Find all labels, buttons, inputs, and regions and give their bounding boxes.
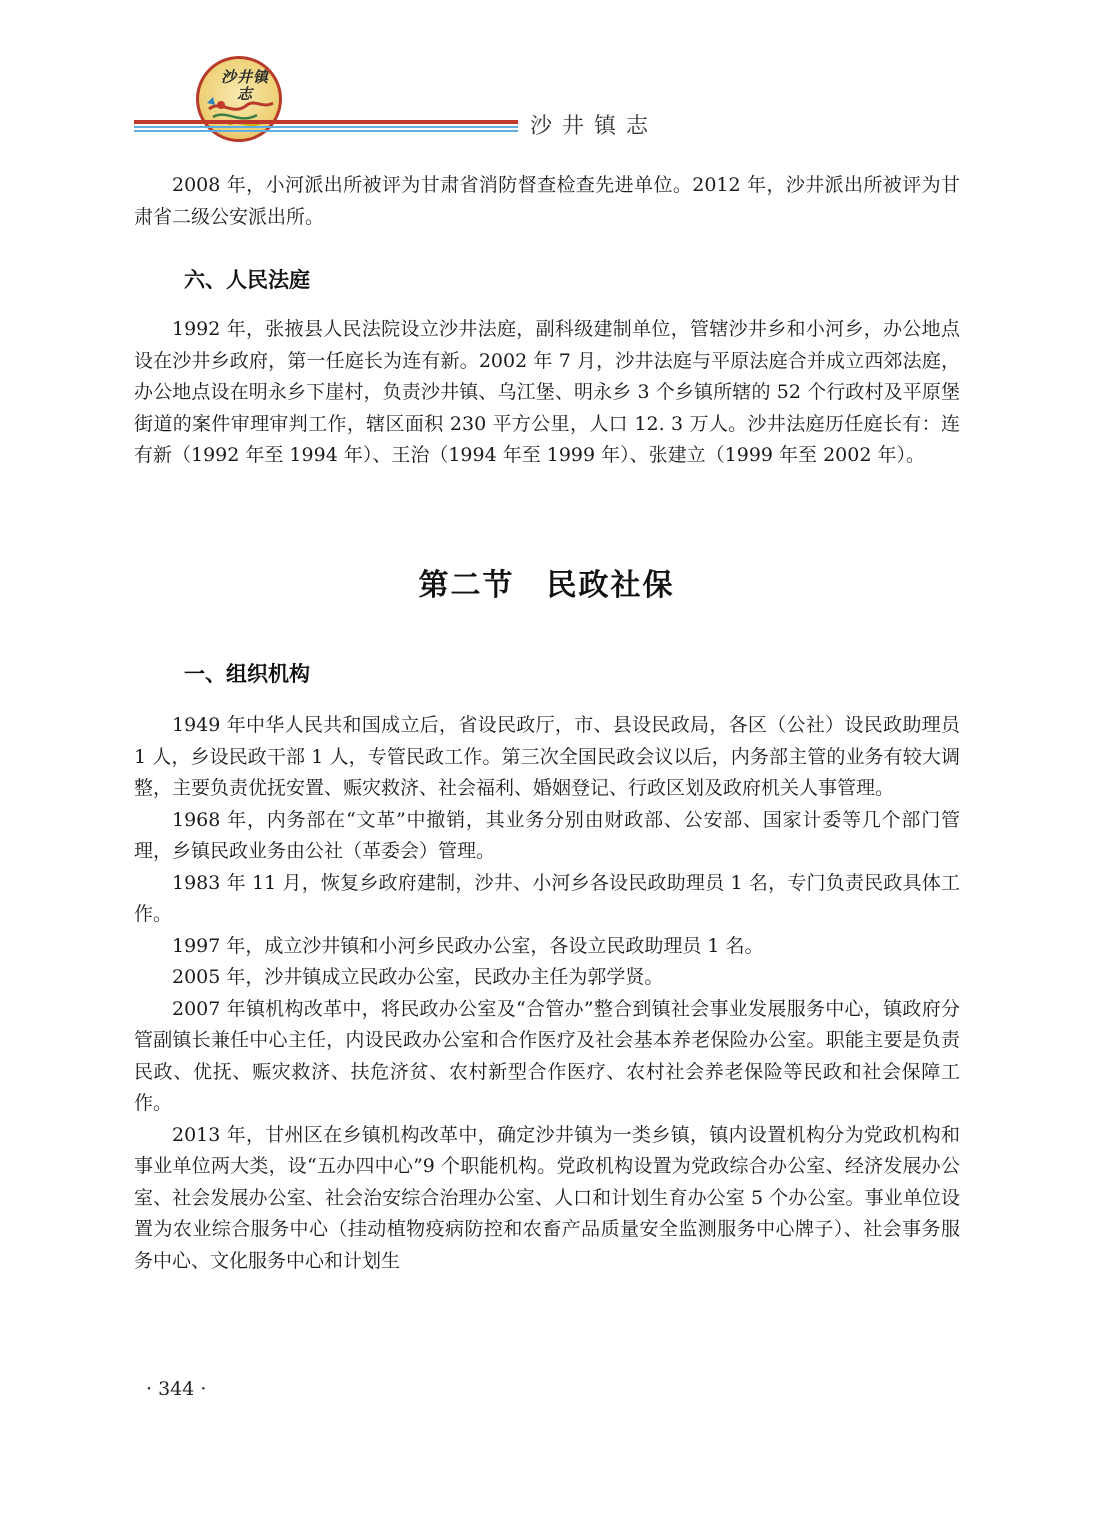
section-heading-organization: 一、组织机构 — [184, 662, 310, 686]
paragraph: 2005 年，沙井镇成立民政办公室，民政办主任为郭学贤。 — [172, 966, 664, 988]
organization-paragraphs — [134, 710, 960, 1277]
header-rule-red — [134, 120, 518, 124]
paragraph: 1949 年中华人民共和国成立后，省设民政厅，市、县设民政局，各区（公社）设民政助理员 1 人，乡设民政干部 1 人，专管民政工作。第三次全国民政会议以后，内务部主管的业务有较大调整，主要负责优抚安置、赈灾救济、社会福利、婚姻登记、行政区划及政府机关人事管理。 — [134, 714, 960, 799]
logo-text: 沙井镇志 — [221, 68, 270, 103]
chapter-heading: 第二节 民政社保 — [418, 568, 675, 603]
paragraph: 1992 年，张掖县人民法院设立沙井法庭，副科级建制单位，管辖沙井乡和小河乡，办公地点设在沙井乡政府，第一任庭长为连有新。2002 年 7 月，沙井法庭与平原法庭合并成立西郊法庭，办公地点设在明永乡下崖村，负责沙井镇、乌江堡、明永乡 3 个乡镇所辖的 52 个行政村及平原堡街道的案件审理审判工作，辖区面积 230 平方公里，人口 12. 3 万人。沙井法庭历任庭长有：连有新（1992 年至 1994 年）、王治（1994 年至 1999 年）、张建立（1999 年至 2002 年）。 — [134, 318, 960, 466]
court-paragraph-block — [134, 314, 960, 472]
paragraph: 2013 年，甘州区在乡镇机构改革中，确定沙井镇为一类乡镇，镇内设置机构分为党政机构和事业单位两大类，设“五办四中心”9 个职能机构。党政机构设置为党政综合办公室、经济发展办公室、社会发展办公室、社会治安综合治理办公室、人口和计划生育办公室 5 个办公室。事业单位设置为农业综合服务中心（挂动植物疫病防控和农畜产品质量安全监测服务中心牌子）、社会事务服务中心、文化服务中心和计划生 — [134, 1123, 960, 1272]
paragraph: 2008 年，小河派出所被评为甘肃省消防督查检查先进单位。2012 年，沙井派出所被评为甘肃省二级公安派出所。 — [134, 174, 960, 228]
paragraph: 2007 年镇机构改革中，将民政办公室及“合管办”整合到镇社会事业发展服务中心，镇政府分管副镇长兼任中心主任，内设民政办公室和合作医疗及社会基本养老保险办公室。职能主要是负责民政、优抚、赈灾救济、扶危济贫、农村新型合作医疗、农村社会养老保险等民政和社会保障工作。 — [134, 997, 960, 1114]
paragraph: 1997 年，成立沙井镇和小河乡民政办公室，各设立民政助理员 1 名。 — [172, 934, 764, 957]
section-heading-court: 六、人民法庭 — [184, 268, 310, 292]
paragraph: 1968 年，内务部在“文革”中撤销，其业务分别由财政部、公安部、国家计委等几个部门管理，乡镇民政业务由公社（革委会）管理。 — [134, 808, 960, 862]
intro-paragraph-block — [134, 170, 960, 233]
page-number: · 344 · — [146, 1378, 207, 1400]
header-rule-blue — [134, 126, 518, 128]
header-rule-blue-2 — [134, 130, 518, 132]
running-title: 沙井镇志 — [530, 114, 659, 139]
page-header — [0, 0, 1093, 150]
paragraph: 1983 年 11 月，恢复乡政府建制，沙井、小河乡各设民政助理员 1 名，专门负责民政具体工作。 — [134, 871, 960, 925]
